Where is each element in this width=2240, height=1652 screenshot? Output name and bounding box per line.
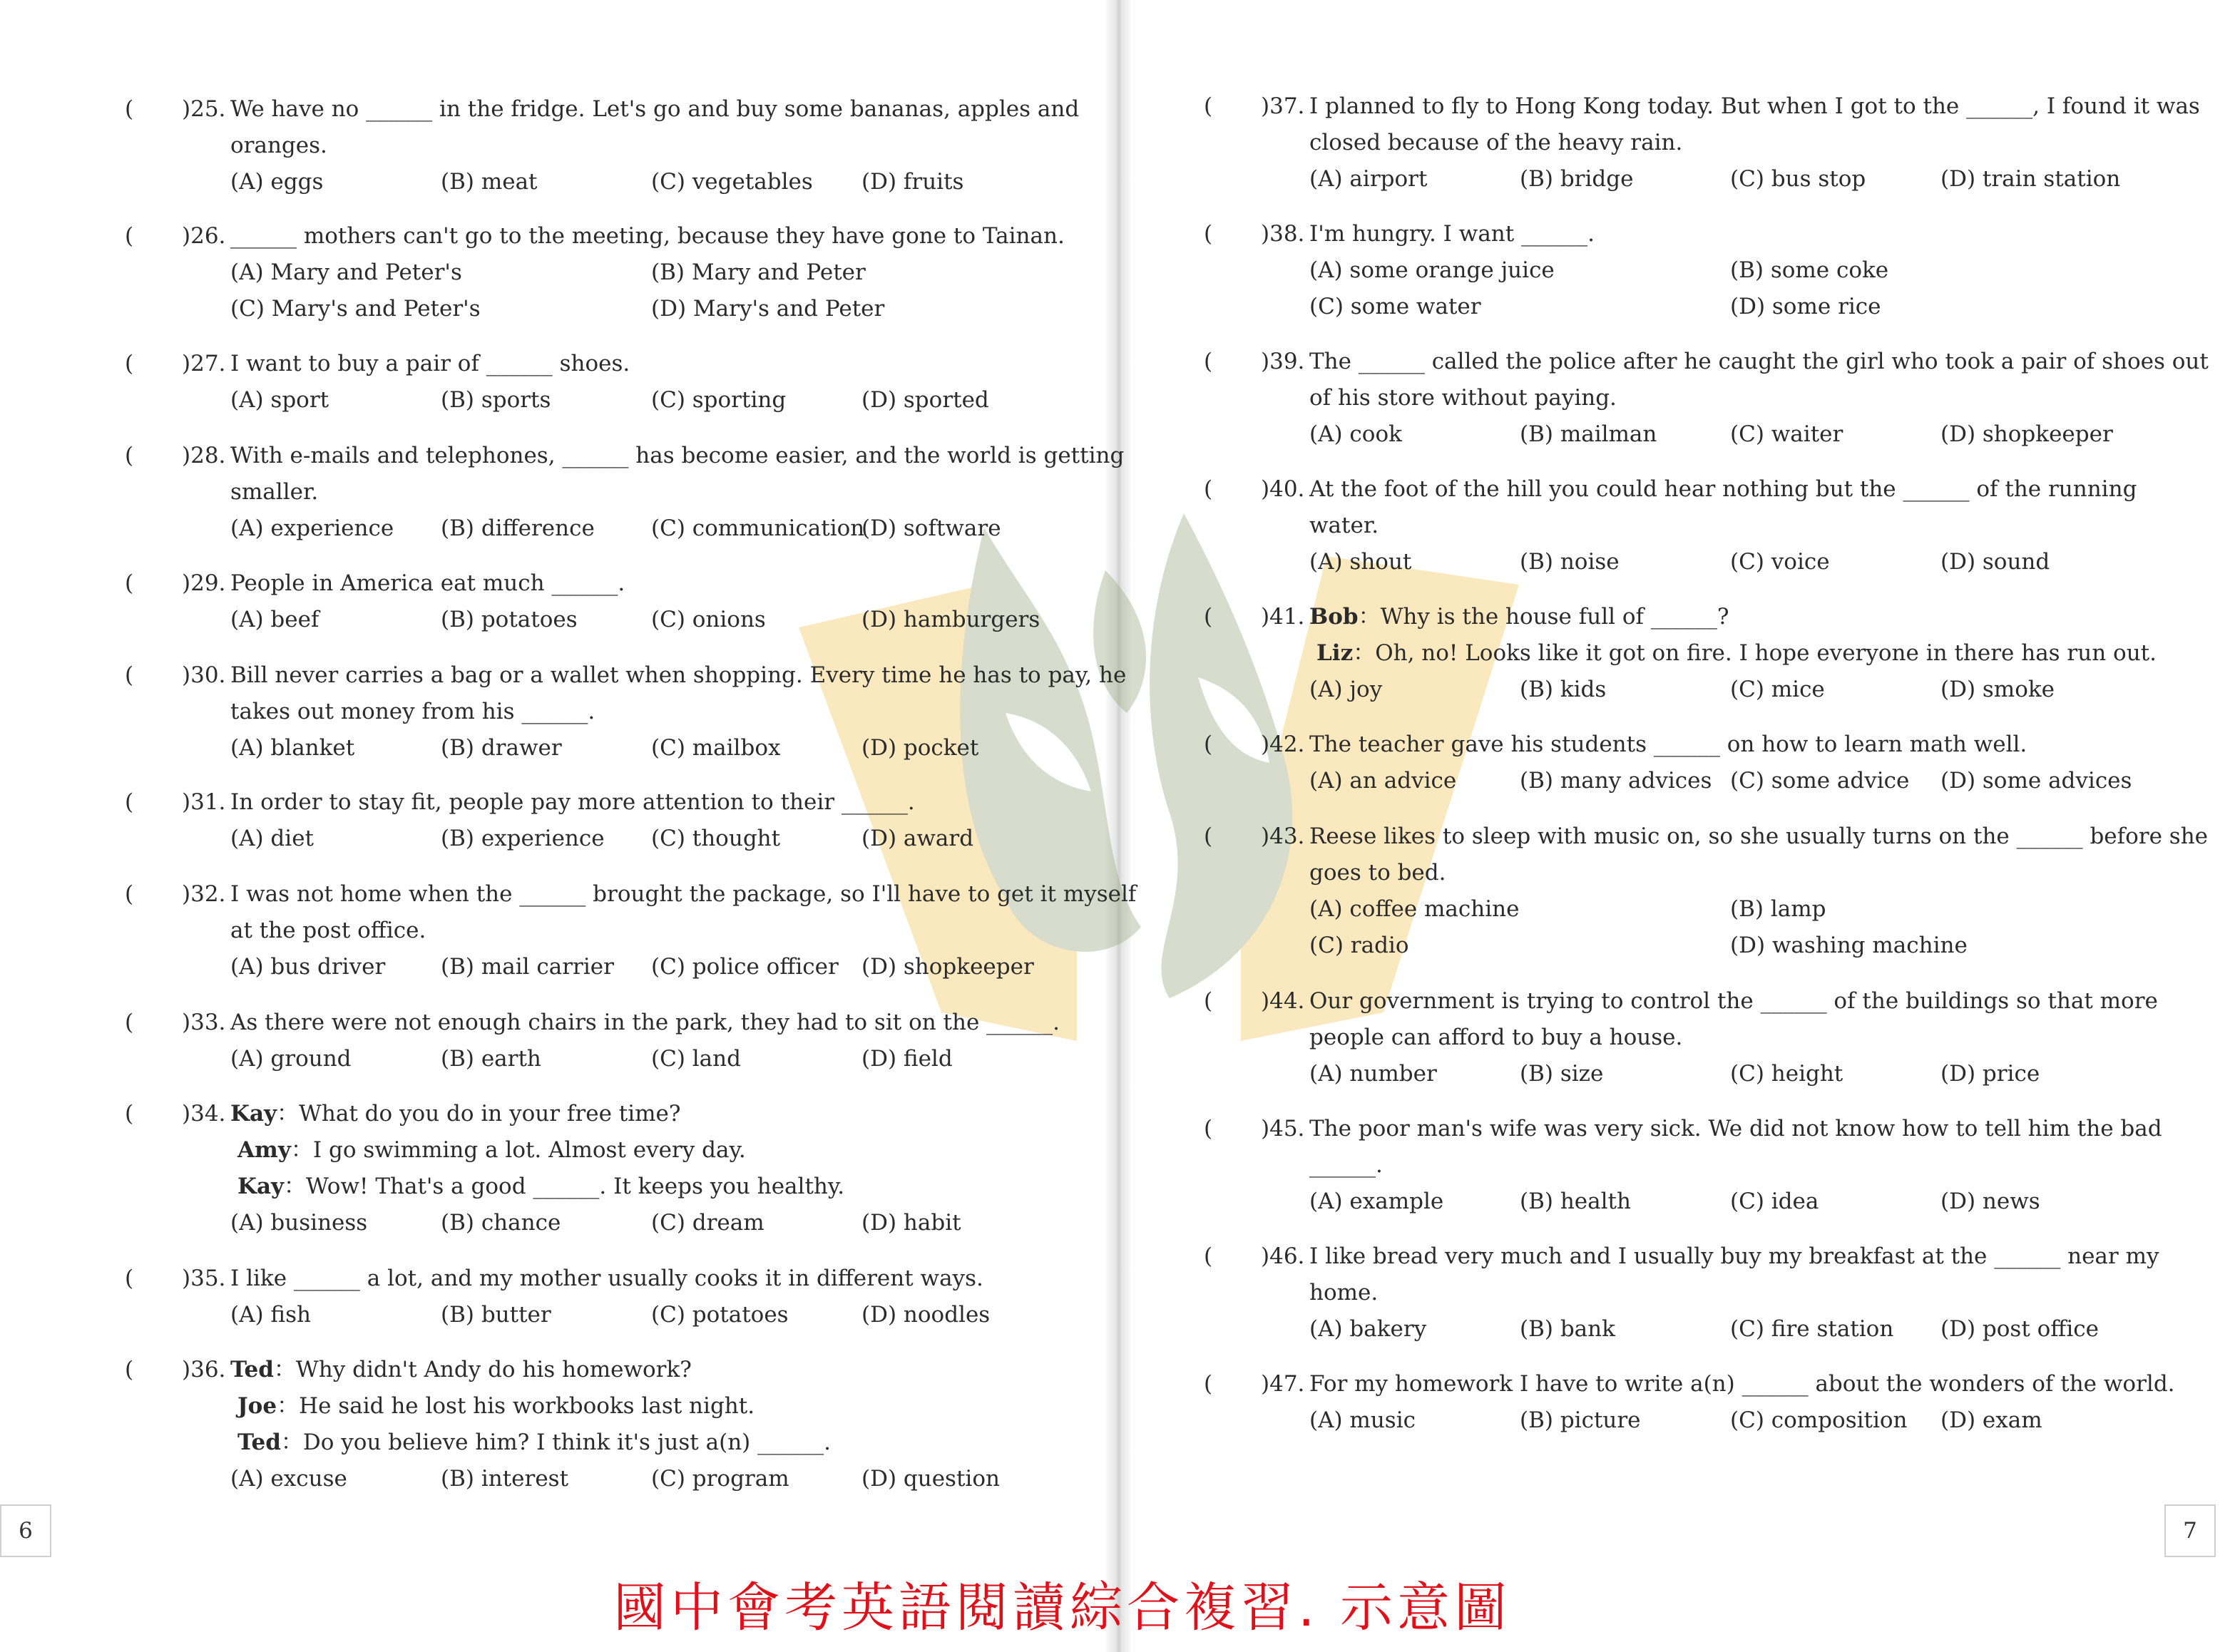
option-d[interactable]: (D) price — [1940, 1061, 2040, 1087]
question-number: )41. — [1261, 604, 1305, 630]
option-b[interactable]: (B) earth — [441, 1046, 541, 1072]
answer-parenthesis[interactable]: ( — [1204, 604, 1213, 630]
question-number: )38. — [1261, 221, 1305, 247]
option-a[interactable]: (A) coffee machine — [1309, 896, 1520, 922]
option-a[interactable]: (A) sport — [230, 387, 329, 413]
question-number: )30. — [182, 662, 226, 688]
option-b[interactable]: (B) size — [1520, 1061, 1604, 1087]
option-b[interactable]: (B) drawer — [441, 735, 562, 761]
dialog-text: Do you believe him? I think it's just a(n) ______. — [302, 1430, 831, 1455]
colon: ： — [277, 1393, 300, 1419]
question-number: )26. — [182, 223, 226, 249]
option-c[interactable]: (C) sporting — [651, 387, 787, 413]
option-d[interactable]: (D) shopkeeper — [861, 954, 1034, 980]
option-a[interactable]: (A) example — [1309, 1189, 1444, 1214]
dialog-speaker: Liz — [1316, 640, 1354, 666]
question-stem-continued: home. — [1309, 1280, 1379, 1305]
colon: ： — [284, 1174, 307, 1199]
answer-parenthesis[interactable]: ( — [1204, 1243, 1213, 1269]
option-c[interactable]: (C) program — [651, 1466, 789, 1492]
option-c[interactable]: (C) dream — [651, 1210, 764, 1236]
option-d[interactable]: (D) some advices — [1940, 768, 2132, 794]
option-a[interactable]: (A) shout — [1309, 549, 1412, 575]
dialog-line — [230, 1096, 681, 1132]
question-stem-continued: takes out money from his ______. — [230, 699, 595, 724]
dialog-text: I go swimming a lot. Almost every day. — [312, 1137, 746, 1163]
dialog-text: He said he lost his workbooks last night. — [299, 1393, 755, 1419]
option-d[interactable]: (D) field — [861, 1046, 953, 1072]
dialog-line — [237, 1388, 755, 1425]
question-stem: The poor man's wife was very sick. We did not know how to tell him the bad — [1309, 1116, 2162, 1141]
question-stem: Our government is trying to control the ______ of the buildings so that more — [1309, 988, 2158, 1014]
option-a[interactable]: (A) eggs — [230, 169, 324, 195]
dialog-line — [1309, 599, 1729, 635]
answer-parenthesis[interactable]: ( — [1204, 824, 1213, 849]
question-number: )27. — [182, 351, 226, 376]
question-stem: With e-mails and telephones, ______ has become easier, and the world is getting — [230, 443, 1125, 468]
option-d[interactable]: (D) pocket — [861, 735, 979, 761]
dialog-line — [237, 1425, 831, 1461]
option-a[interactable]: (A) bus driver — [230, 954, 386, 980]
option-c[interactable]: (C) bus stop — [1730, 166, 1866, 192]
dialog-line — [237, 1132, 746, 1169]
dialog-speaker: Kay — [230, 1101, 277, 1127]
question-number: )39. — [1261, 349, 1305, 374]
question-stem: I like bread very much and I usually buy my breakfast at the ______ near my — [1309, 1243, 2159, 1269]
option-d[interactable]: (D) news — [1940, 1189, 2040, 1214]
answer-parenthesis[interactable]: ( — [125, 789, 134, 815]
option-d[interactable]: (D) noodles — [861, 1302, 991, 1328]
option-a[interactable]: (A) some orange juice — [1309, 257, 1555, 283]
answer-parenthesis[interactable]: ( — [1204, 1371, 1213, 1397]
option-d[interactable]: (D) award — [861, 826, 974, 851]
option-c[interactable]: (C) composition — [1730, 1407, 1908, 1433]
option-c[interactable]: (C) vegetables — [651, 169, 813, 195]
option-b[interactable]: (B) lamp — [1730, 896, 1826, 922]
dialog-text: What do you do in your free time? — [299, 1101, 681, 1127]
option-b[interactable]: (B) mailman — [1520, 421, 1657, 447]
answer-parenthesis[interactable]: ( — [1204, 221, 1213, 247]
dialog-line — [1316, 635, 2157, 672]
colon: ： — [280, 1430, 303, 1455]
option-a[interactable]: (A) diet — [230, 826, 314, 851]
question-number: )33. — [182, 1010, 226, 1035]
option-d[interactable]: (D) washing machine — [1730, 933, 1968, 958]
question-stem-continued: people can afford to buy a house. — [1309, 1025, 1683, 1050]
colon: ： — [273, 1357, 296, 1382]
question-stem: The ______ called the police after he caught the girl who took a pair of shoes out — [1309, 349, 2209, 374]
question-stem: ______ mothers can't go to the meeting, because they have gone to Tainan. — [230, 223, 1065, 249]
question-stem: The teacher gave his students ______ on how to learn math well. — [1309, 732, 2027, 757]
question-stem: Reese likes to sleep with music on, so she usually turns on the ______ before she — [1309, 824, 2209, 849]
question-number: )31. — [182, 789, 226, 815]
question-stem: Bill never carries a bag or a wallet when shopping. Every time he has to pay, he — [230, 662, 1127, 688]
option-b[interactable]: (B) many advices — [1520, 768, 1712, 794]
option-d[interactable]: (D) some rice — [1730, 294, 1881, 319]
answer-parenthesis[interactable]: ( — [125, 223, 134, 249]
dialog-speaker: Kay — [237, 1174, 285, 1199]
question-number: )34. — [182, 1101, 226, 1127]
option-c[interactable]: (C) thought — [651, 826, 781, 851]
option-b[interactable]: (B) potatoes — [441, 607, 578, 632]
option-d[interactable]: (D) fruits — [861, 169, 964, 195]
dialog-speaker: Joe — [237, 1393, 277, 1419]
question-stem-continued: oranges. — [230, 133, 327, 158]
answer-parenthesis[interactable]: ( — [125, 351, 134, 376]
dialog-speaker: Bob — [1309, 604, 1359, 630]
option-c[interactable]: (C) some advice — [1730, 768, 1910, 794]
option-c[interactable]: (C) fire station — [1730, 1316, 1894, 1342]
option-a[interactable]: (A) an advice — [1309, 768, 1457, 794]
option-d[interactable]: (D) question — [861, 1466, 1000, 1492]
caption-text: 國中會考英語閱讀綜合複習. 示意圖 — [613, 1577, 1512, 1638]
question-stem-continued: water. — [1309, 513, 1379, 538]
option-a[interactable]: (A) Mary and Peter's — [230, 260, 462, 285]
dialog-line — [230, 1352, 692, 1388]
dialog-line — [237, 1169, 844, 1205]
question-stem-continued: closed because of the heavy rain. — [1309, 130, 1683, 155]
answer-parenthesis[interactable]: ( — [125, 1101, 134, 1127]
answer-parenthesis[interactable]: ( — [125, 881, 134, 907]
option-b[interactable]: (B) bridge — [1520, 166, 1634, 192]
answer-parenthesis[interactable]: ( — [125, 662, 134, 688]
question-stem: At the foot of the hill you could hear nothing but the ______ of the running — [1309, 476, 2137, 502]
question-stem-continued: smaller. — [230, 479, 319, 505]
dialog-speaker: Ted — [230, 1357, 274, 1382]
option-c[interactable]: (C) idea — [1730, 1189, 1819, 1214]
option-a[interactable]: (A) experience — [230, 515, 394, 541]
option-c[interactable]: (C) height — [1730, 1061, 1843, 1087]
option-a[interactable]: (A) business — [230, 1210, 368, 1236]
option-a[interactable]: (A) excuse — [230, 1466, 347, 1492]
option-a[interactable]: (A) fish — [230, 1302, 311, 1328]
colon: ： — [290, 1137, 313, 1163]
option-d[interactable]: (D) hamburgers — [861, 607, 1040, 632]
question-stem-continued: of his store without paying. — [1309, 385, 1617, 411]
dialog-text: Why didn't Andy do his homework? — [295, 1357, 692, 1382]
dialog-text: Why is the house full of ______? — [1380, 604, 1729, 630]
option-c[interactable]: (C) mailbox — [651, 735, 781, 761]
answer-parenthesis[interactable]: ( — [125, 96, 134, 122]
option-d[interactable]: (D) habit — [861, 1210, 961, 1236]
option-b[interactable]: (B) mail carrier — [441, 954, 614, 980]
question-stem: People in America eat much ______. — [230, 570, 625, 596]
question-number: )32. — [182, 881, 226, 907]
question-stem: As there were not enough chairs in the park, they had to sit on the ______. — [230, 1010, 1060, 1035]
option-d[interactable]: (D) shopkeeper — [1940, 421, 2113, 447]
dialog-speaker: Ted — [237, 1430, 281, 1455]
option-c[interactable]: (C) land — [651, 1046, 741, 1072]
option-a[interactable]: (A) airport — [1309, 166, 1428, 192]
question-stem: I was not home when the ______ brought the package, so I'll have to get it myself — [230, 881, 1137, 907]
answer-parenthesis[interactable]: ( — [1204, 93, 1213, 119]
colon: ： — [1358, 604, 1381, 630]
question-stem-continued: goes to bed. — [1309, 860, 1446, 886]
option-a[interactable]: (A) bakery — [1309, 1316, 1427, 1342]
question-number: )29. — [182, 570, 226, 596]
option-d[interactable]: (D) sound — [1940, 549, 2050, 575]
question-number: )47. — [1261, 1371, 1305, 1397]
option-b[interactable]: (B) meat — [441, 169, 538, 195]
answer-parenthesis[interactable]: ( — [125, 570, 134, 596]
answer-parenthesis[interactable]: ( — [1204, 349, 1213, 374]
option-c[interactable]: (C) police officer — [651, 954, 839, 980]
question-stem: In order to stay fit, people pay more attention to their ______. — [230, 789, 915, 815]
page-number-left: 6 — [0, 1504, 51, 1557]
option-c[interactable]: (C) Mary's and Peter's — [230, 296, 481, 322]
option-a[interactable]: (A) cook — [1309, 421, 1402, 447]
option-c[interactable]: (C) communication — [651, 515, 865, 541]
colon: ： — [1353, 640, 1376, 666]
option-c[interactable]: (C) potatoes — [651, 1302, 789, 1328]
question-stem: I planned to fly to Hong Kong today. But when I got to the ______, I found it was — [1309, 93, 2200, 119]
question-stem-continued: at the post office. — [230, 918, 426, 943]
question-number: )28. — [182, 443, 226, 468]
option-d[interactable]: (D) post office — [1940, 1316, 2099, 1342]
option-c[interactable]: (C) some water — [1309, 294, 1481, 319]
option-b[interactable]: (B) noise — [1520, 549, 1620, 575]
option-d[interactable]: (D) train station — [1940, 166, 2121, 192]
option-a[interactable]: (A) blanket — [230, 735, 355, 761]
option-b[interactable]: (B) sports — [441, 387, 551, 413]
option-b[interactable]: (B) some coke — [1730, 257, 1889, 283]
option-b[interactable]: (B) difference — [441, 515, 595, 541]
answer-parenthesis[interactable]: ( — [125, 1357, 134, 1382]
question-number: )46. — [1261, 1243, 1305, 1269]
option-c[interactable]: (C) radio — [1309, 933, 1409, 958]
answer-parenthesis[interactable]: ( — [1204, 476, 1213, 502]
option-d[interactable]: (D) smoke — [1940, 677, 2055, 702]
question-number: )37. — [1261, 93, 1305, 119]
option-a[interactable]: (A) joy — [1309, 677, 1383, 702]
dialog-text: Oh, no! Looks like it got on fire. I hope everyone in there has run out. — [1375, 640, 2157, 666]
option-b[interactable]: (B) Mary and Peter — [651, 260, 866, 285]
question-number: )35. — [182, 1266, 226, 1291]
dialog-speaker: Amy — [237, 1137, 291, 1163]
question-stem-continued: ______. — [1309, 1152, 1383, 1178]
answer-parenthesis[interactable]: ( — [1204, 988, 1213, 1014]
option-a[interactable]: (A) music — [1309, 1407, 1416, 1433]
option-c[interactable]: (C) waiter — [1730, 421, 1843, 447]
answer-parenthesis[interactable]: ( — [125, 443, 134, 468]
question-number: )25. — [182, 96, 226, 122]
page-number-right: 7 — [2164, 1504, 2216, 1557]
option-d[interactable]: (D) exam — [1940, 1407, 2042, 1433]
option-a[interactable]: (A) ground — [230, 1046, 352, 1072]
option-a[interactable]: (A) beef — [230, 607, 319, 632]
question-number: )42. — [1261, 732, 1305, 757]
question-stem: We have no ______ in the fridge. Let's go and buy some bananas, apples and — [230, 96, 1080, 122]
answer-parenthesis[interactable]: ( — [1204, 732, 1213, 757]
option-c[interactable]: (C) voice — [1730, 549, 1830, 575]
option-b[interactable]: (B) butter — [441, 1302, 551, 1328]
option-b[interactable]: (B) experience — [441, 826, 605, 851]
option-b[interactable]: (B) kids — [1520, 677, 1607, 702]
option-d[interactable]: (D) sported — [861, 387, 989, 413]
colon: ： — [277, 1101, 300, 1127]
answer-parenthesis[interactable]: ( — [125, 1010, 134, 1035]
option-b[interactable]: (B) interest — [441, 1466, 569, 1492]
answer-parenthesis[interactable]: ( — [125, 1266, 134, 1291]
question-number: )45. — [1261, 1116, 1305, 1141]
question-stem: I'm hungry. I want ______. — [1309, 221, 1595, 247]
option-d[interactable]: (D) Mary's and Peter — [651, 296, 885, 322]
option-d[interactable]: (D) software — [861, 515, 1001, 541]
question-number: )40. — [1261, 476, 1305, 502]
option-a[interactable]: (A) number — [1309, 1061, 1437, 1087]
answer-parenthesis[interactable]: ( — [1204, 1116, 1213, 1141]
question-number: )43. — [1261, 824, 1305, 849]
question-stem: I like ______ a lot, and my mother usually cooks it in different ways. — [230, 1266, 983, 1291]
option-b[interactable]: (B) chance — [441, 1210, 561, 1236]
option-b[interactable]: (B) bank — [1520, 1316, 1615, 1342]
option-c[interactable]: (C) mice — [1730, 677, 1825, 702]
option-b[interactable]: (B) health — [1520, 1189, 1631, 1214]
question-stem: I want to buy a pair of ______ shoes. — [230, 351, 630, 376]
option-b[interactable]: (B) picture — [1520, 1407, 1641, 1433]
question-stem: For my homework I have to write a(n) ______ about the wonders of the world. — [1309, 1371, 2175, 1397]
question-number: )44. — [1261, 988, 1305, 1014]
dialog-text: Wow! That's a good ______. It keeps you healthy. — [306, 1174, 845, 1199]
option-c[interactable]: (C) onions — [651, 607, 766, 632]
question-number: )36. — [182, 1357, 226, 1382]
